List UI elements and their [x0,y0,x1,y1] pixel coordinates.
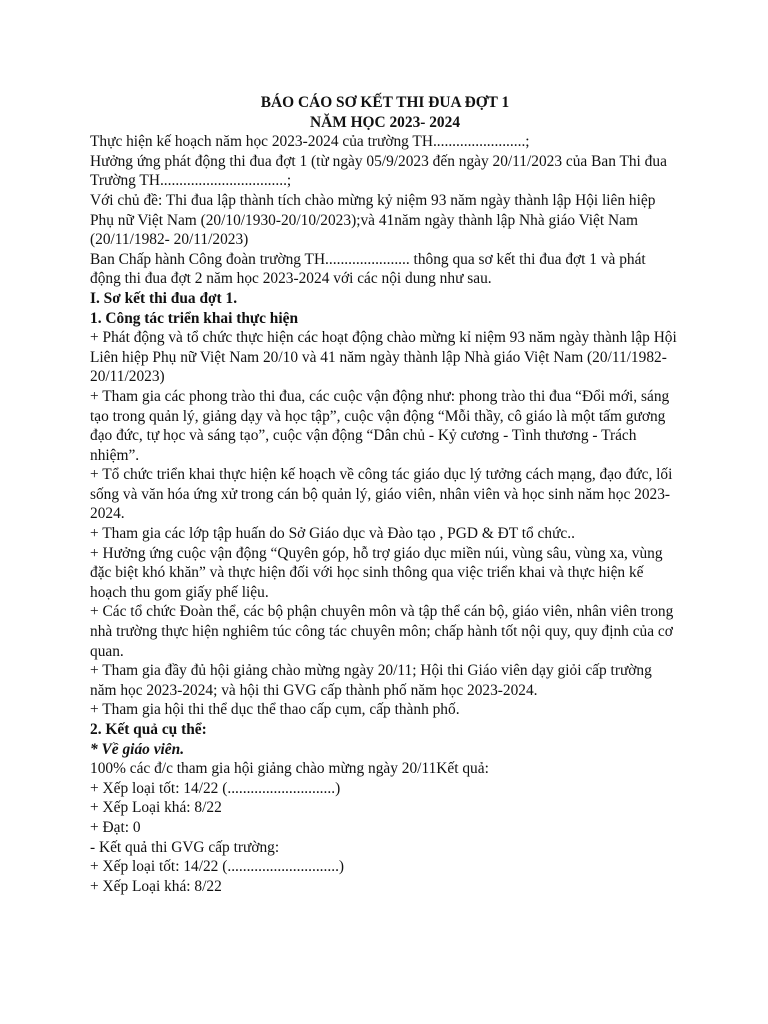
result-line: + Xếp Loại khá: 8/22 [90,877,222,895]
list-item: + Tham gia hội thi thể dục thể thao cấp cụm, cấp thành phố. [90,701,460,719]
section-heading: I. Sơ kết thi đua đợt 1. [90,289,238,307]
list-item: + Các tổ chức Đoàn thể, các bộ phận chuyên môn và tập thể cán bộ, giáo viên, nhân viên trong nhà trường thực hiện nghiêm túc công tác chuyên môn; chấp hành tốt nội quy, quy định của cơ quan. [90,603,674,660]
result-line: + Xếp loại tốt: 14/22 (.............................) [90,858,345,876]
subsection-heading: 1. Công tác triển khai thực hiện [90,309,299,327]
intro-paragraph: Với chủ đề: Thi đua lập thành tích chào mừng kỷ niệm 93 năm ngày thành lập Hội liên hiệp Phụ nữ Việt Nam (20/10/1930-20/10/2023);và 41năm ngày thành lập Nhà giáo Việt Nam (20/11/1982- 20/11/2023) [90,191,656,249]
intro-paragraph: Hưởng ứng phát động thi đua đợt 1 (từ ngày 05/9/2023 đến ngày 20/11/2023 của Ban Thi đua Trường TH.................................; [90,152,667,190]
result-line: + Xếp Loại khá: 8/22 [90,799,222,817]
list-item: + Tham gia đầy đủ hội giảng chào mừng ngày 20/11; Hội thi Giáo viên dạy giỏi cấp trường năm học 2023-2024; và hội thi GVG cấp thành phố năm học 2023-2024. [90,662,652,699]
result-line: + Đạt: 0 [90,818,141,836]
intro-paragraph: Ban Chấp hành Công đoàn trường TH...................... thông qua sơ kết thi đua đợt 1 và phát động thi đua đợt 2 năm học 2023-2024 với các nội dung như sau. [90,250,646,288]
document-body [90,93,680,896]
result-line: 100% các đ/c tham gia hội giảng chào mừng ngày 20/11Kết quả: [90,760,489,778]
list-item: + Phát động và tổ chức thực hiện các hoạt động chào mừng kỉ niệm 93 năm ngày thành lập Hội Liên hiệp Phụ nữ Việt Nam 20/10 và 41 năm ngày thành lập Nhà giáo Việt Nam (20/11/1982- 20/11/2023) [90,329,677,386]
list-item: + Tham gia các lớp tập huấn do Sở Giáo dục và Đào tạo , PGD & ĐT tổ chức.. [90,525,575,543]
school-year-title: NĂM HỌC 2023- 2024 [309,113,461,131]
subsection-heading: 2. Kết quả cụ thể: [90,721,207,738]
list-item: + Hưởng ứng cuộc vận động “Quyên góp, hỗ trợ giáo dục miền núi, vùng sâu, vùng xa, vùng đặc biệt khó khăn” và thực hiện đối với học sinh thông qua việc triển khai và thực hiện kế hoạch thu gom giấy phế liệu. [90,544,663,601]
result-line: + Xếp loại tốt: 14/22 (............................) [90,779,341,797]
list-item: + Tham gia các phong trào thi đua, các cuộc vận động như: phong trào thi đua “Đổi mới, sáng tạo trong quản lý, giảng dạy và học tập”, cuộc vận động “Mỗi thầy, cô giáo là một tấm gương đạo đức, tự học và sáng tạo”, cuộc vận động “Dân chủ - Kỷ cương - Tình thương - Trách nhiệm”. [90,387,670,464]
teachers-heading: * Về giáo viên. [90,740,185,758]
intro-paragraph: Thực hiện kế hoạch năm học 2023-2024 của trường TH........................; [90,133,530,151]
report-title: BÁO CÁO SƠ KẾT THI ĐUA ĐỢT 1 [260,94,510,111]
result-line: - Kết quả thi GVG cấp trường: [90,838,280,856]
list-item: + Tổ chức triển khai thực hiện kế hoạch về công tác giáo dục lý tưởng cách mạng, đạo đức, lối sống và văn hóa ứng xử trong cán bộ quản lý, giáo viên, nhân viên và học sinh năm học 2023-2024. [90,466,673,523]
